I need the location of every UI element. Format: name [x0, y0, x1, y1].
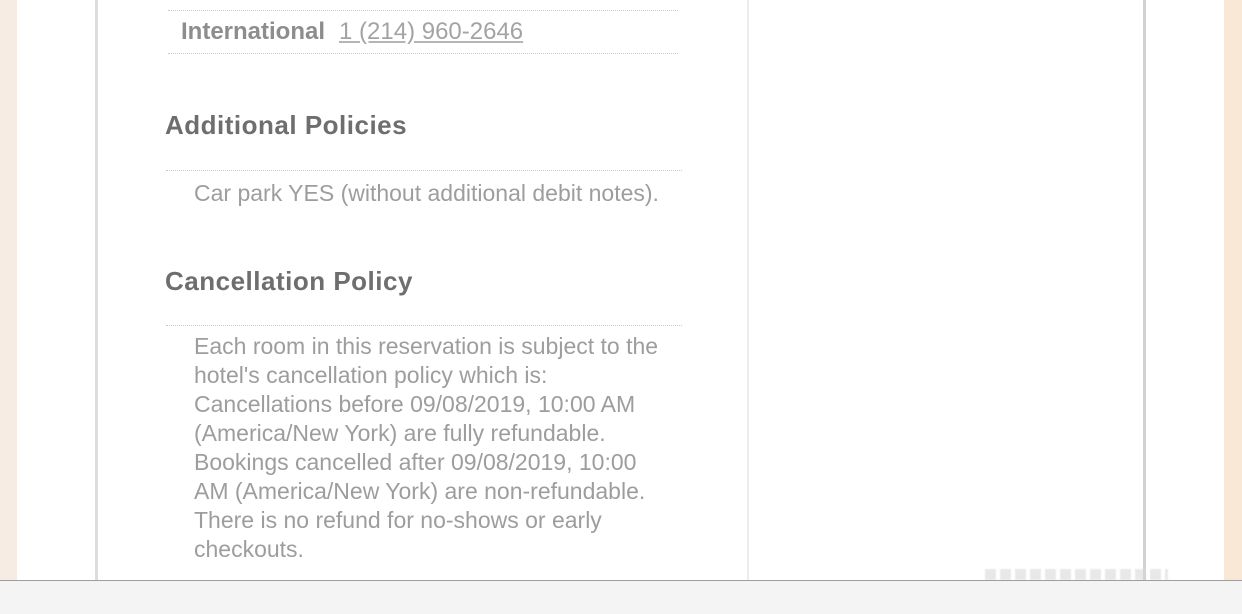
- phone-number-link[interactable]: 1 (214) 960-2646: [339, 18, 524, 45]
- section-title-additional-policies: Additional Policies: [165, 110, 408, 140]
- section-body-cancellation-policy: Each room in this reservation is subject to the hotel's cancellation policy which is: Cancellations before 09/08/2019, 10:00 AM (America/New York) are fully refundable. Bookings cancelled after 09/08/2019, 10:00 AM (America/New York) are non-refundable. There is no refund for no-shows or early checkouts.: [194, 333, 659, 562]
- watermark: [985, 569, 1168, 580]
- page-edge-strip-left: [0, 0, 17, 581]
- page-rule-left: [95, 0, 98, 581]
- page-edge-strip-right: [1224, 0, 1242, 581]
- page-rule-right: [1143, 0, 1146, 581]
- bottom-bar: [0, 580, 1242, 614]
- section-divider: [166, 325, 682, 326]
- page-rule-middle: [747, 0, 749, 581]
- section-body-additional-policies: Car park YES (without additional debit notes).: [194, 180, 659, 206]
- section-title-cancellation-policy: Cancellation Policy: [165, 266, 413, 296]
- phone-row-label: International: [181, 18, 326, 45]
- section-divider: [166, 170, 682, 171]
- phone-row-international: [168, 10, 678, 54]
